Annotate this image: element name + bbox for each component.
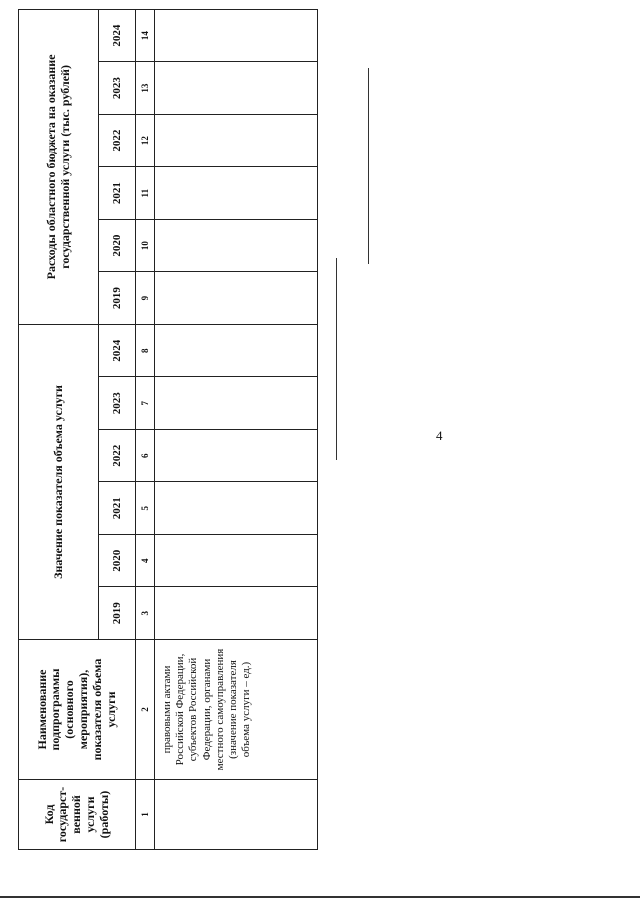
signature-line — [368, 68, 369, 264]
year-header: 2019 — [99, 272, 136, 325]
body-value-cell — [155, 482, 318, 535]
body-value-cell — [155, 219, 318, 272]
header-code: Код государст-венной услуги (работы) — [19, 780, 136, 850]
body-value-cell — [155, 587, 318, 640]
column-number: 9 — [136, 272, 155, 325]
column-number: 2 — [136, 640, 155, 780]
year-header: 2023 — [99, 377, 136, 430]
year-header: 2022 — [99, 114, 136, 167]
column-number: 3 — [136, 587, 155, 640]
year-header: 2020 — [99, 535, 136, 588]
column-number: 5 — [136, 482, 155, 535]
body-value-cell — [155, 272, 318, 325]
body-value-cell — [155, 9, 318, 62]
column-number: 7 — [136, 377, 155, 430]
body-value-cell — [155, 430, 318, 483]
header-expense-group: Расходы областного бюджета на оказание государственной услуги (тыс. рублей) — [19, 9, 99, 324]
column-number: 1 — [136, 780, 155, 850]
body-name-cell: правовыми актами Российской Федерации, субъектов Российской Федерации, органами местного самоуправления (значение показателя объема услуги – ед.) — [155, 640, 318, 780]
year-header: 2021 — [99, 167, 136, 220]
column-number: 14 — [136, 9, 155, 62]
column-number: 12 — [136, 114, 155, 167]
year-header: 2021 — [99, 482, 136, 535]
column-number: 10 — [136, 219, 155, 272]
column-number: 11 — [136, 167, 155, 220]
rotated-table-container — [18, 10, 318, 850]
year-header: 2024 — [99, 9, 136, 62]
header-name: Наименование подпрограммы (основного мероприятия), показателя объема услуги — [19, 640, 136, 780]
year-header: 2019 — [99, 587, 136, 640]
year-header: 2022 — [99, 430, 136, 483]
body-value-cell — [155, 62, 318, 115]
footer-rule — [0, 896, 640, 898]
year-header: 2023 — [99, 62, 136, 115]
body-value-cell — [155, 377, 318, 430]
header-volume-group: Значение показателя объема услуги — [19, 324, 99, 639]
body-value-cell — [155, 535, 318, 588]
page-number: 4 — [436, 428, 443, 443]
column-number: 6 — [136, 430, 155, 483]
year-header: 2020 — [99, 219, 136, 272]
signature-line — [336, 258, 337, 460]
body-value-cell — [155, 167, 318, 220]
service-table — [18, 9, 318, 850]
year-header: 2024 — [99, 324, 136, 377]
column-number: 13 — [136, 62, 155, 115]
body-code-cell — [155, 780, 318, 850]
column-number: 4 — [136, 535, 155, 588]
body-value-cell — [155, 324, 318, 377]
column-number: 8 — [136, 324, 155, 377]
body-value-cell — [155, 114, 318, 167]
